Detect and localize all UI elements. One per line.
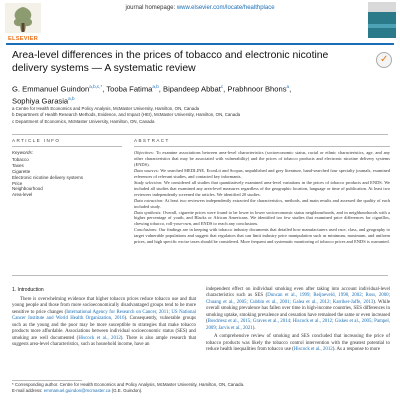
body-column-right bbox=[206, 287, 390, 356]
homepage-link[interactable]: www.elsevier.com/locate/healthplace bbox=[176, 5, 275, 11]
journal-homepage bbox=[0, 5, 400, 11]
publisher-name: ELSEVIER bbox=[8, 36, 39, 42]
author-affil-marks: c bbox=[220, 84, 224, 89]
author-affil-marks: a,b bbox=[152, 84, 159, 89]
citation-link[interactable]: Hiscock et al., 2012 bbox=[78, 335, 121, 341]
citation-link[interactable]: Duncan et al., 1999; Reijneveld, 1998, 2002; Ross, 2000; Chuang et al., 2005; Cubbin et al., 2001; Galea et al., 2012; Karriker-Jaffe, 2013 bbox=[206, 293, 390, 305]
author-affil-marks: a,b,c,* bbox=[89, 84, 103, 89]
footnote-divider bbox=[12, 380, 82, 381]
keyword: Neighbourhood bbox=[12, 186, 43, 192]
citation-link[interactable]: Hiscock et al., 2012 bbox=[293, 347, 333, 353]
citation-link[interactable]: Bosdriesz et al., 2015; Graves et al., 2014; Hiscock et al., 2012; Giskes et al., 2005; Pampel, 2009; Jarvis et al., 2021 bbox=[206, 319, 390, 331]
keyword: Area-level bbox=[12, 192, 33, 198]
email-link[interactable]: emmanuel.guindon@mcmaster.ca bbox=[43, 388, 111, 393]
article-title: Area-level differences in the prices of tobacco and electronic nicotine delivery systems — A systematic review bbox=[12, 50, 329, 74]
abstract-data-extraction: Data extraction: At least two reviewers independently extracted the characteristics, methods, and main results and assessed the quality of each included study. bbox=[134, 197, 391, 209]
introduction-heading: 1. Introduction bbox=[12, 287, 44, 293]
affiliations bbox=[12, 106, 392, 125]
header-divider bbox=[6, 43, 394, 45]
intro-paragraph: independent effect on individual smoking even after taking into account individual-level characteristics such as SES (Duncan et al., 1999; Reijneveld, 1998, 2002; Ross, 2000; Chuang et al., 2005; Cubbin et al., 2001; Galea et al., 2012; Karriker-Jaffe, 2013). While overall smoking prevalence has fallen over time in high-income countries, SES differences in smoking uptake, smoking prevalence and cessation have remained the same or even increased (Bosdriesz et al., 2015; Graves et al., 2014; Hiscock et al., 2012; Giskes et al., 2005; Pampel, 2009; Jarvis et al., 2021). bbox=[206, 287, 391, 331]
keywords-heading: Keywords: bbox=[12, 150, 34, 155]
affiliation-line: b Department of Health Research Methods, Evidence, and Impact (HEI), McMaster University, Hamilton, ON, Canada bbox=[12, 112, 241, 118]
abstract-end-divider bbox=[12, 275, 388, 276]
author-name[interactable]: Prabhnoor Bhons bbox=[227, 84, 287, 94]
keyword: Tobacco bbox=[12, 156, 29, 162]
journal-cover-image bbox=[368, 2, 396, 38]
email-line: E-mail address: emmanuel.guindon@mcmaster.ca (G.E. Guindon). bbox=[12, 388, 143, 393]
intro-paragraph: There is overwhelming evidence that higher tobacco prices reduce tobacco use and that young people and those from more socioeconomically disadvantaged groups tend to be more sensitive to price changes (International Agency for Research on Cancer, 2011; US National Cancer Institute and World Health Organization, 2016). Consequently, vulnerable groups such as the young and the poor may be more susceptible to strategies that make tobacco products more affordable. Associations between individual socioeconomic status (SES) and smoking are well documented (Hiscock et al., 2012). There is also ample research that suggests area-level characteristics, such as household income, have an bbox=[12, 297, 196, 348]
abstract-conclusions: Conclusions: Our findings are in keeping with tobacco industry documents that detailed how manufacturers used race, class, and geography to target vulnerable populations and suggest that regulators that can limit industry price manipulation such as minimum, maximum, and uniform prices, and high specific excise taxes should be considered. More frequent and systematic monitoring of tobacco prices and ENDS is warranted. bbox=[134, 227, 390, 245]
affiliation-line: a Centre for Health Economics and Policy Analysis, McMaster University, Hamilton, ON, Canada bbox=[12, 106, 200, 111]
corresponding-author-note: * Corresponding author. Centre for Health Economics and Policy Analysis, McMaster University, Hamilton, ON, Canada. bbox=[12, 382, 245, 387]
author-list: G. Emmanuel Guindon$^{a,b,c,*}$, Tooba Fatima$^{a,b}$, Bipandeep Abbat$^c$, Prabhnoor Bhons$^a$, Sophiya Garasia$^{a,b}$ bbox=[12, 84, 292, 106]
abstract-objectives: Objectives: To examine associations between area-level characteristics (socioeconomic status, racial or ethnic characteristics, age, and any other characteristics that may be associated with vulnerability) and the prices of tobacco products and electronic nicotine delivery systems (ENDS). bbox=[134, 150, 390, 167]
journal-header bbox=[0, 0, 400, 42]
abstract-divider bbox=[134, 146, 390, 147]
body-column-left bbox=[12, 297, 196, 351]
author-affil-marks: a bbox=[286, 84, 290, 89]
footnote bbox=[12, 382, 392, 394]
author-name[interactable]: Bipandeep Abbat bbox=[163, 84, 221, 94]
abstract-study-selection: Study selection: We considered all studies that quantitatively examined area-level variations in the prices of tobacco products and ENDS. We included all studies that examined any area-level measures regardless of the geographic location, language or time of publication. At least two reviewers independently screened the articles. We identified 20 studies. bbox=[134, 179, 390, 197]
author-name[interactable]: Tooba Fatima bbox=[106, 84, 153, 94]
article-info-divider bbox=[12, 146, 122, 147]
keyword: Taxes bbox=[12, 162, 24, 168]
abstract-body bbox=[134, 150, 390, 245]
author-name[interactable]: Sophiya Garasia bbox=[12, 96, 69, 106]
check-for-updates-button[interactable] bbox=[376, 52, 392, 68]
abstract-data-synthesis: Data synthesis: Overall, cigarette prices were found to be lower in lower socioeconomic status neighbourhoods, and in neighbourhoods with a higher percentage of youth, and Blacks or African Americans. We identified too few studies that examined price differences for cigarillos, chewing tobacco, roll-your-own, and ENDS to reach any conclusions. bbox=[134, 209, 390, 227]
homepage-prefix: journal homepage: bbox=[125, 5, 177, 11]
article-info-heading: ARTICLE INFO bbox=[12, 138, 61, 143]
affiliation-line: c Department of Economics, McMaster University, Hamilton, ON, Canada bbox=[12, 118, 155, 124]
intro-paragraph: A comprehensive review of smoking and SES concluded that increasing the price of tobacco products was likely the tobacco control intervention with the greatest potential to reduce health inequalities from tobacco use (Hiscock et al., 2012). As a response to more bbox=[206, 334, 390, 353]
keyword: Price bbox=[12, 180, 23, 186]
keyword: Electronic nicotine delivery systems bbox=[12, 174, 84, 180]
abstract-data-sources: Data sources: We searched MEDLINE, EconLit and Scopus, unpublished and grey literature, hand-searched four specialty journals, examined references of relevant studies, and contacted key informants. bbox=[134, 167, 390, 179]
keywords-block bbox=[12, 150, 122, 198]
author-affil-marks: a,b bbox=[68, 96, 75, 102]
abstract-heading: ABSTRACT bbox=[134, 138, 170, 143]
keyword: Cigarette bbox=[12, 168, 31, 174]
section-divider bbox=[12, 134, 388, 135]
check-icon: ✓ bbox=[380, 54, 389, 65]
citation-link[interactable]: International Agency for Research on Cancer, 2011; US National Cancer Institute and World Health Organization, 2016 bbox=[12, 309, 196, 322]
author-name[interactable]: G. Emmanuel Guindon bbox=[12, 84, 90, 94]
